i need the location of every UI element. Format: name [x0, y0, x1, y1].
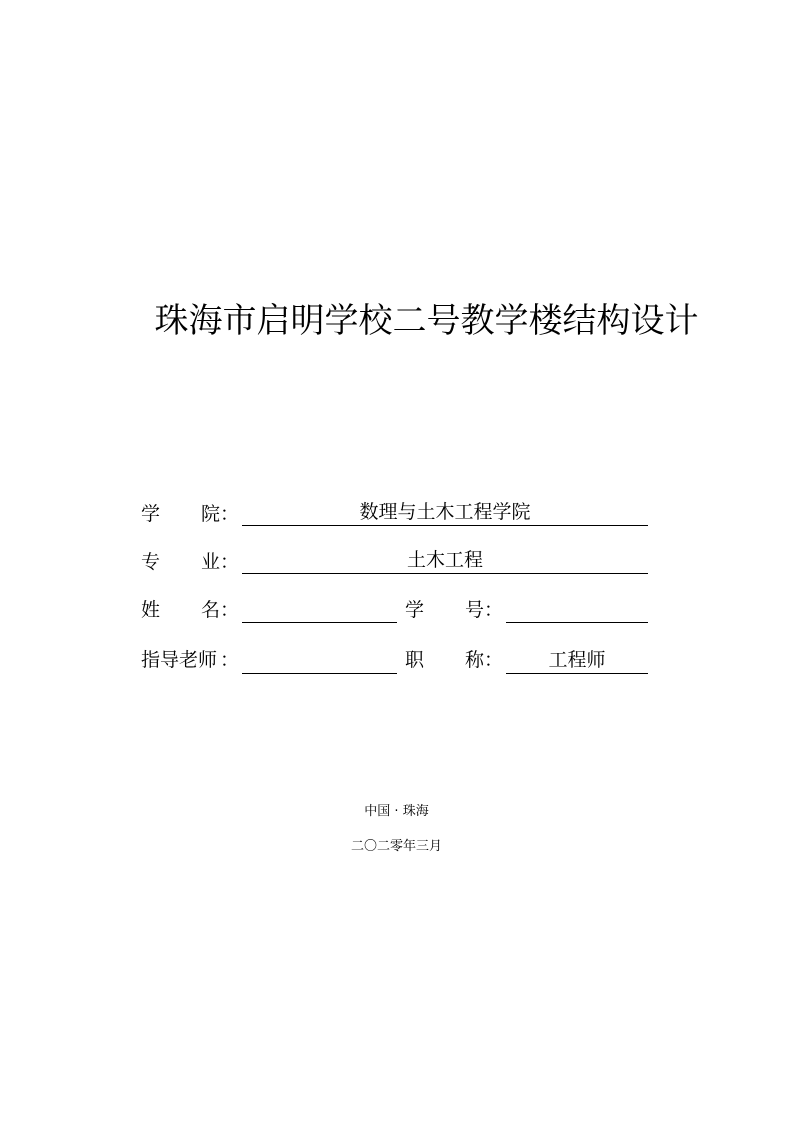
major-label-char-2: 业 [201, 551, 221, 573]
college-field: 数理与土木工程学院 [242, 499, 648, 526]
student-id-label-char-2: 号 [465, 599, 485, 621]
major-colon: ： [220, 551, 240, 573]
major-label-char-1: 专 [141, 551, 161, 573]
college-label-char-1: 学 [141, 503, 161, 525]
position-label-char-1: 职 [405, 649, 425, 671]
student-id-label-char-1: 学 [405, 599, 425, 621]
name-label-char-1: 姓 [141, 599, 161, 621]
position-colon: ： [484, 649, 504, 671]
college-label-char-2: 院 [201, 503, 221, 525]
major-field: 土木工程 [242, 547, 648, 574]
name-colon: ： [220, 599, 240, 621]
position-label-char-2: 称 [465, 649, 485, 671]
college-colon: ： [220, 503, 240, 525]
location-line: 中国 · 珠海 [364, 804, 429, 819]
thesis-title: 珠海市启明学校二号教学楼结构设计 [154, 301, 699, 341]
name-label-char-2: 名 [201, 599, 221, 621]
advisor-field [242, 647, 397, 674]
date-line: 二〇二零年三月 [350, 839, 442, 854]
name-field [242, 596, 397, 623]
student-id-field [506, 596, 648, 623]
advisor-colon: ： [220, 649, 240, 671]
student-id-colon: ： [484, 599, 504, 621]
position-field: 工程师 [506, 647, 648, 674]
advisor-label: 指导老师 [141, 649, 218, 671]
